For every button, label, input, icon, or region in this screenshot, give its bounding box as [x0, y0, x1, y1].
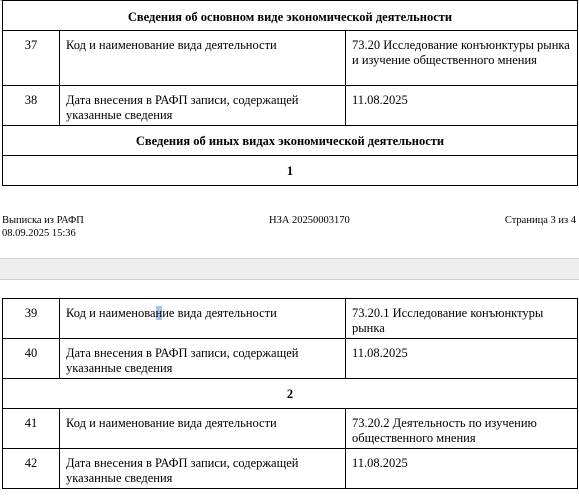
- page1-table: [2, 0, 578, 186]
- row-number: 38: [3, 86, 60, 126]
- section-main-row: [3, 1, 578, 31]
- row-number: 42: [3, 449, 60, 489]
- section-main-title: Сведения об основном виде экономической деятельности: [3, 1, 578, 31]
- page-separator: [0, 258, 579, 280]
- row-field-value: 73.20 Исследование конъюнктуры рынка и изучение общественного мнения: [346, 31, 578, 86]
- page2-table: [2, 298, 578, 489]
- row-field-name: Дата внесения в РАФП записи, содержащей указанные сведения: [60, 86, 346, 126]
- table-row: [3, 31, 578, 86]
- table-row: [3, 449, 578, 489]
- text-selection[interactable]: н: [155, 306, 163, 320]
- footer-datetime: 08.09.2025 15:36: [2, 228, 76, 239]
- footer-page-number: Страница 3 из 4: [504, 215, 576, 226]
- group-row: [3, 379, 578, 409]
- table-row: [3, 409, 578, 449]
- row-field-value: 11.08.2025: [346, 339, 578, 379]
- row-field-value: 11.08.2025: [346, 86, 578, 126]
- section-other-title: Сведения об иных видах экономической деятельности: [3, 126, 578, 156]
- row-field-name: Дата внесения в РАФП записи, содержащей указанные сведения: [60, 449, 346, 489]
- footer-doc-title: Выписка из РАФП: [2, 215, 84, 226]
- group-number: 1: [3, 156, 578, 186]
- row-field-name-text-end: ие вида деятельности: [162, 306, 277, 320]
- row-field-value: 73.20.2 Деятельность по изучению общественного мнения: [346, 409, 578, 449]
- group-number: 2: [3, 379, 578, 409]
- table-row: [3, 86, 578, 126]
- section-other-row: [3, 126, 578, 156]
- row-number: 40: [3, 339, 60, 379]
- table-row: [3, 299, 578, 339]
- row-number: 39: [3, 299, 60, 339]
- row-field-value: 73.20.1 Исследование конъюнктуры рынка: [346, 299, 578, 339]
- row-number: 37: [3, 31, 60, 86]
- row-field-name: Дата внесения в РАФП записи, содержащей указанные сведения: [60, 339, 346, 379]
- group-row: [3, 156, 578, 186]
- row-field-value: 11.08.2025: [346, 449, 578, 489]
- table-row: [3, 339, 578, 379]
- row-field-name[interactable]: [60, 299, 346, 339]
- row-field-name-text-start: Код и наименова: [66, 306, 156, 320]
- row-field-name: Код и наименование вида деятельности: [60, 409, 346, 449]
- footer-record-number: НЗА 20250003170: [269, 215, 350, 226]
- row-field-name: Код и наименование вида деятельности: [60, 31, 346, 86]
- row-number: 41: [3, 409, 60, 449]
